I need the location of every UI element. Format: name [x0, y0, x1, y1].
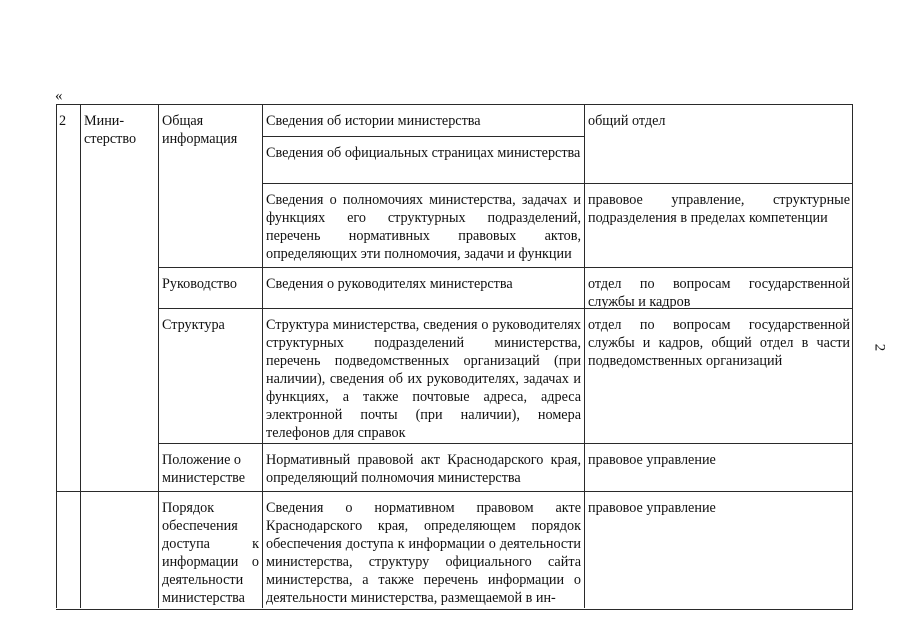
leadership-info-cell: Сведения о руководителях министерства: [262, 267, 584, 308]
general-info-group-cell: Общая информация: [158, 104, 262, 267]
empty-row-number-cell: [56, 491, 80, 608]
structure-responsible-cell: отдел по вопросам государственной службы и кадров, общий отдел в части подведомственных организаций: [584, 308, 853, 443]
history-info-cell: Сведения об истории министерства: [262, 104, 584, 136]
powers-info-cell: Сведения о полномочиях министерства, задачах и функциях его структурных подразделений, перечень нормативных правовых актов, определяющих эти полномочия, задачи и функции: [262, 183, 584, 267]
official-pages-info-cell: Сведения об официальных страницах министерства: [262, 136, 584, 183]
access-order-group-cell: Порядок обеспечения доступа к информации о деятельности министерства: [158, 491, 262, 608]
general-department-cell: общий отдел: [584, 104, 853, 183]
regulation-info-cell: Нормативный правовой акт Краснодарского края, определяющий полномочия министерства: [262, 443, 584, 491]
leadership-group-cell: Руководство: [158, 267, 262, 308]
regulation-group-cell: Положение о министерстве: [158, 443, 262, 491]
row-number-cell: 2: [56, 104, 80, 491]
structure-info-cell: Структура министерства, сведения о руководителях структурных подразделений министерства, перечень подведомственных организаций (при наличии), сведения об их руководителях, задачах и функциях, а также почтовые адреса, адреса электронной почты (при наличии), номера телефонов для справок: [262, 308, 584, 443]
empty-entity-cell: [80, 491, 158, 608]
opening-quote-mark: «: [55, 88, 63, 104]
entity-cell: Мини-стерство: [80, 104, 158, 491]
leadership-responsible-cell: отдел по вопросам государственной службы и кадров: [584, 267, 853, 308]
page-number: 2: [871, 343, 888, 352]
structure-group-cell: Структура: [158, 308, 262, 443]
access-order-responsible-cell: правовое управление: [584, 491, 853, 608]
access-order-info-cell: Сведения о нормативном правовом акте Краснодарского края, определяющем порядок обеспечения доступа к информации о деятельности министерства, структуру официального сайта министерства, а также перечень информации о деятельности министерства, размещаемой в ин-: [262, 491, 584, 608]
information-table: [56, 104, 853, 610]
regulation-responsible-cell: правовое управление: [584, 443, 853, 491]
powers-responsible-cell: правовое управление, структурные подразделения в пределах компетенции: [584, 183, 853, 267]
